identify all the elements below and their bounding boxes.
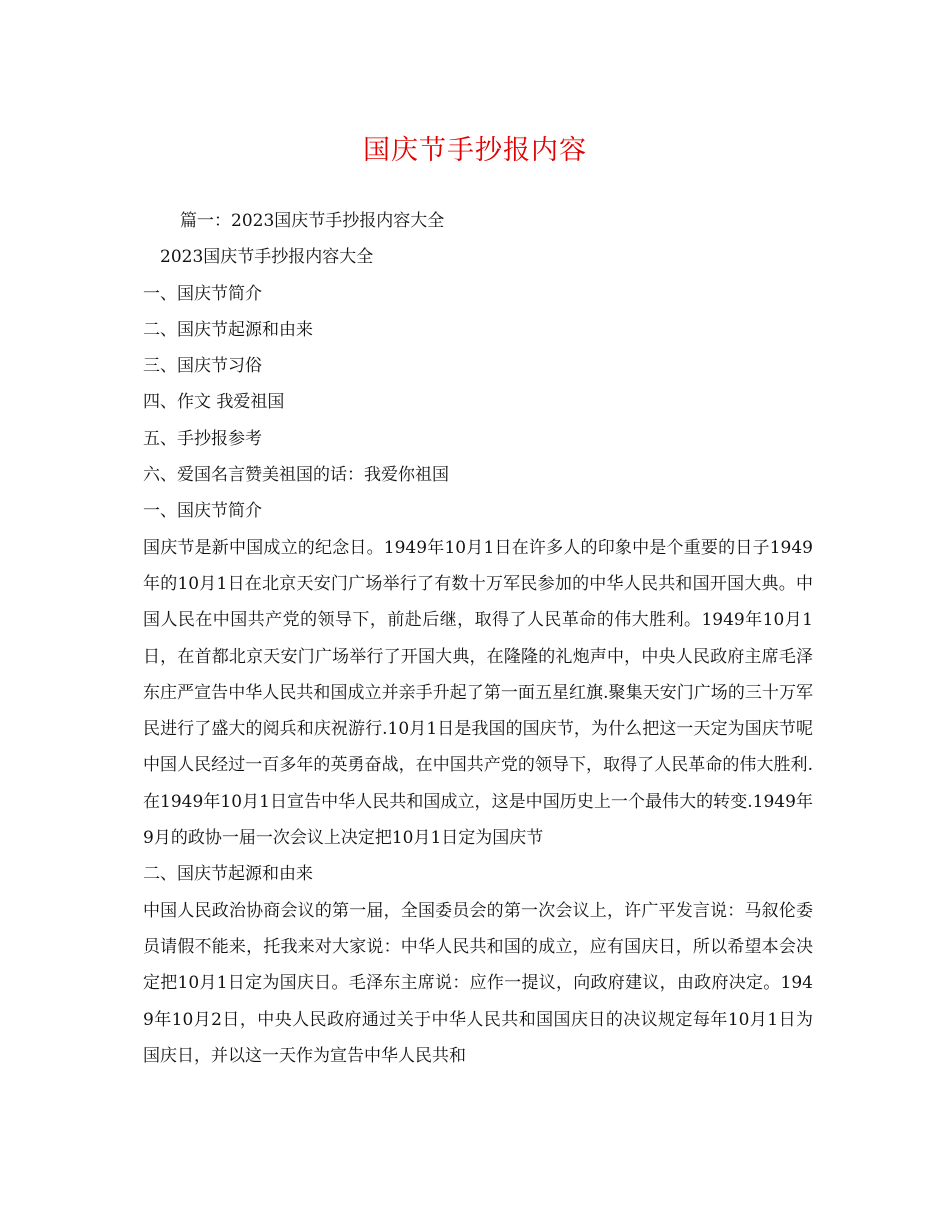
document-body [143, 203, 813, 1074]
subheading: 2023国庆节手抄报内容大全 [160, 247, 374, 268]
table-of-contents [143, 276, 813, 494]
section-paragraph: 中国人民政治协商会议的第一届，全国委员会的第一次会议上，许广平发言说：马叙伦委员请假不能来，托我来对大家说：中华人民共和国的成立，应有国庆日，所以希望本会决定把10月1日定为国庆日。毛泽东主席说：应作一提议，向政府建议，由政府决定。1949年10月2日，中央人民政府通过关于中华人民共和国国庆日的决议规定每年10月1日为国庆日，并以这一天作为宣告中华人民共和 [143, 900, 813, 1066]
toc-item: 六、爱国名言赞美祖国的话：我爱你祖国 [143, 465, 449, 486]
document-title: 国庆节手抄报内容 [363, 135, 587, 166]
toc-item: 三、国庆节习俗 [143, 356, 262, 377]
toc-item: 一、国庆节简介 [143, 283, 262, 304]
toc-item: 五、手抄报参考 [143, 428, 262, 449]
section-paragraph: 国庆节是新中国成立的纪念日。1949年10月1日在许多人的印象中是个重要的日子1949年的10月1日在北京天安门广场举行了有数十万军民参加的中华人民共和国开国大典。中国人民在中国共产党的领导下，前赴后继，取得了人民革命的伟大胜利。1949年10月1日，在首都北京天安门广场举行了开国大典，在隆隆的礼炮声中，中央人民政府主席毛泽东庄严宣告中华人民共和国成立并亲手升起了第一面五星红旗.聚集天安门广场的三十万军民进行了盛大的阅兵和庆祝游行.10月1日是我国的国庆节，为什么把这一天定为国庆节呢中国人民经过一百多年的英勇奋战，在中国共产党的领导下，取得了人民革命的伟大胜利.在1949年10月1日宣告中华人民共和国成立，这是中国历史上一个最伟大的转变.1949年9月的政协一届一次会议上决定把10月1日定为国庆节 [143, 537, 813, 849]
chapter-heading: 篇一：2023国庆节手抄报内容大全 [180, 211, 445, 231]
toc-item: 四、作文 我爱祖国 [143, 392, 285, 413]
section-heading: 一、国庆节简介 [143, 501, 262, 522]
section-heading: 二、国庆节起源和由来 [143, 864, 313, 885]
toc-item: 二、国庆节起源和由来 [143, 319, 313, 340]
